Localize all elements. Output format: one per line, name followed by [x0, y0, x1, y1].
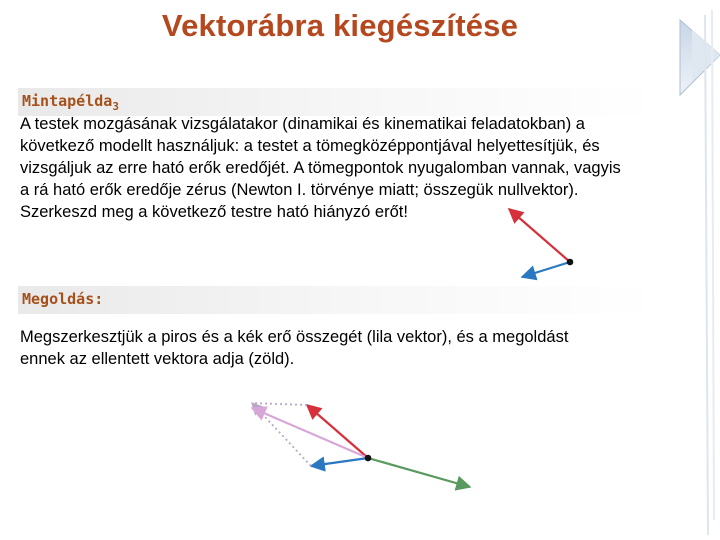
mass-point: [365, 455, 372, 462]
example-line: Szerkeszd meg a következő testre ható hiányzó erőt!: [20, 203, 408, 221]
example-line: következő modellt használjuk: a testet a tömegközéppontjával helyettesítjük, és: [20, 137, 600, 155]
lilac-resultant-vector: [252, 408, 368, 458]
dotted-helper-vector: [252, 403, 307, 405]
example-line: a rá ható erők eredője zérus (Newton I. törvénye miatt; összegük nullvektor).: [20, 181, 579, 199]
example-label-subscript: 3: [112, 100, 119, 113]
blue-force-vector: [311, 458, 368, 466]
problem-diagram: [509, 209, 573, 277]
red-force-vector: [307, 405, 368, 458]
blue-force-vector: [522, 262, 570, 277]
solution-line: ennek az ellentett vektora adja (zöld).: [20, 350, 295, 368]
example-label-text: Mintapélda: [22, 92, 113, 110]
example-line: vizsgáljuk az erre ható erők eredőjét. A tömegpontok nyugalomban vannak, vagyis: [20, 159, 621, 177]
slide-title: Vektorábra kiegészítése: [161, 8, 519, 43]
solution-label: Megoldás:: [22, 290, 104, 308]
example-line: A testek mozgásának vizsgálatakor (dinamikai és kinematikai feladatokban) a: [20, 115, 585, 133]
mass-point: [567, 259, 574, 266]
green-solution-vector: [368, 458, 470, 487]
solution-diagram: [252, 403, 470, 487]
solution-line: Megszerkesztjük a piros és a kék erő összegét (lila vektor), és a megoldást: [20, 328, 569, 346]
red-force-vector: [509, 209, 570, 262]
